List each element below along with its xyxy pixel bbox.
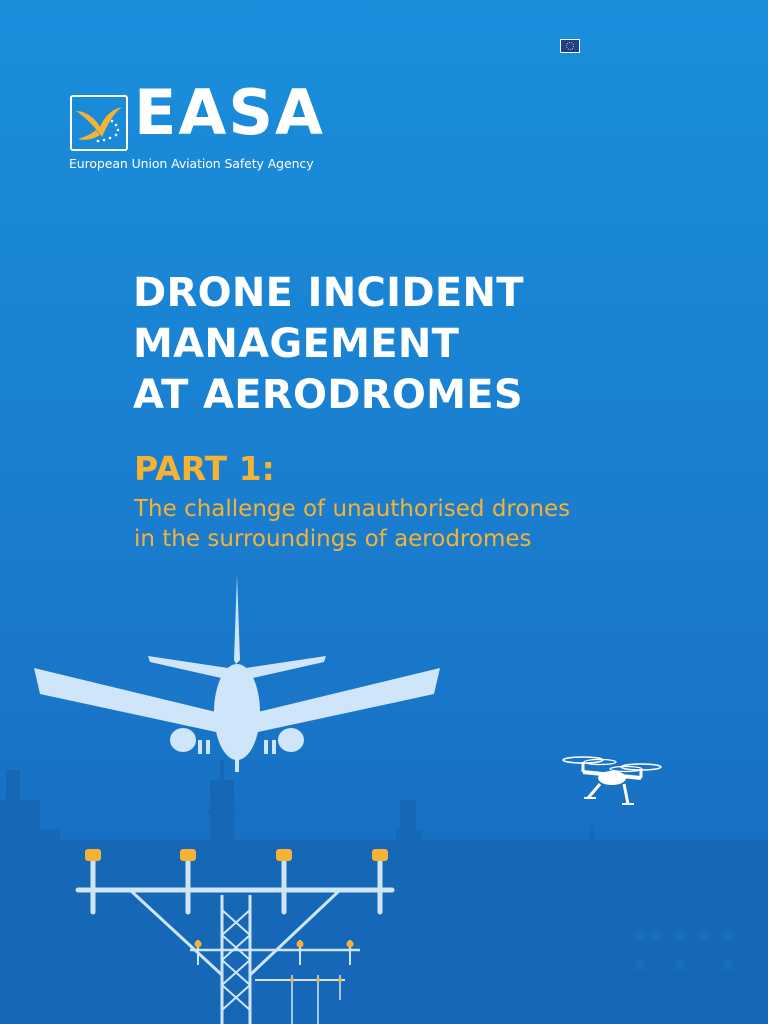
title-line: AT AERODROMES	[133, 372, 523, 418]
title-line: DRONE INCIDENT	[133, 270, 524, 316]
airplane-illustration	[34, 575, 440, 772]
part-label: PART 1:	[134, 449, 275, 488]
logo-wordmark: EASA	[134, 76, 325, 149]
agency-name: European Union Aviation Safety Agency	[69, 156, 314, 171]
drone-illustration	[563, 757, 661, 804]
subtitle-line: in the surroundings of aerodromes	[134, 526, 532, 552]
title-line: MANAGEMENT	[133, 321, 460, 367]
subtitle-line: The challenge of unauthorised drones	[134, 496, 571, 522]
